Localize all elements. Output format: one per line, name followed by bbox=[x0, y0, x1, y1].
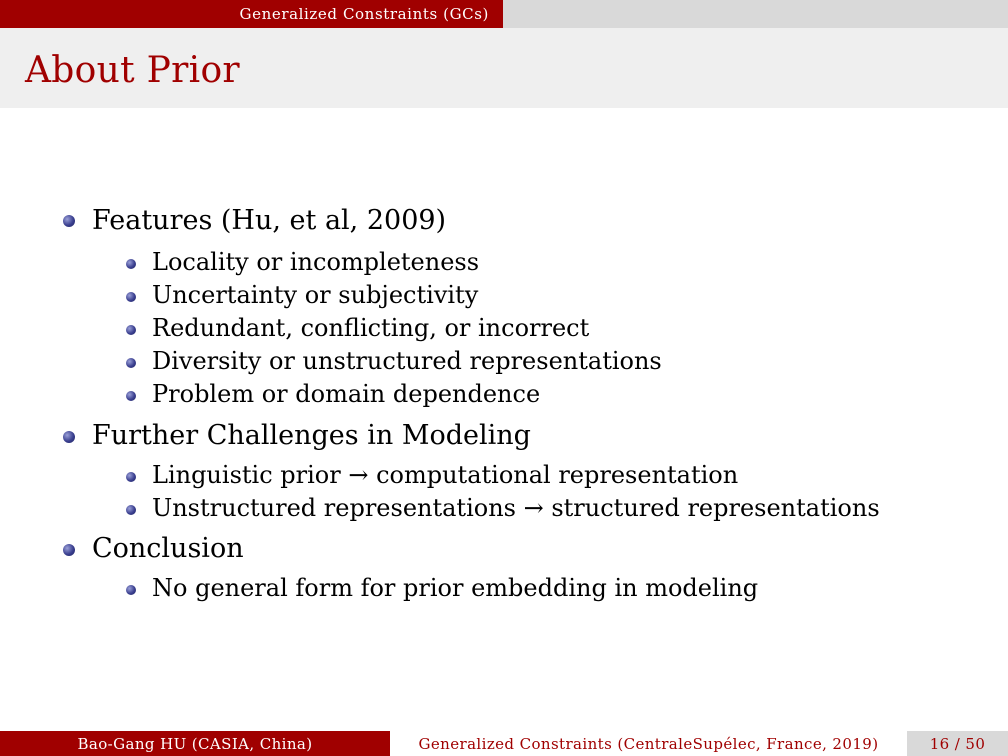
bullet-icon bbox=[126, 472, 136, 482]
footer-author: Bao-Gang HU (CASIA, China) bbox=[0, 731, 390, 756]
list-item: Further Challenges in Modeling bbox=[92, 420, 531, 451]
sub-list-item: Problem or domain dependence bbox=[152, 380, 541, 408]
section-title[interactable]: Generalized Constraints (GCs) bbox=[0, 0, 503, 28]
sub-list-item: Linguistic prior → computational representation bbox=[152, 461, 739, 489]
sub-list-item: Unstructured representations → structured representations bbox=[152, 494, 880, 522]
bullet-icon bbox=[63, 431, 75, 443]
footer-bar bbox=[0, 731, 1008, 756]
footer-talk-title: Generalized Constraints (CentraleSupélec, France, 2019) bbox=[390, 731, 907, 756]
bullet-icon bbox=[126, 585, 136, 595]
sub-list-item: Redundant, conflicting, or incorrect bbox=[152, 314, 590, 342]
bullet-icon bbox=[126, 358, 136, 368]
sub-list-item: Diversity or unstructured representations bbox=[152, 347, 662, 375]
page-number: 16 / 50 bbox=[907, 731, 1008, 756]
sub-list-item: Locality or incompleteness bbox=[152, 248, 480, 276]
slide-title: About Prior bbox=[25, 50, 240, 91]
list-item: Conclusion bbox=[92, 533, 244, 564]
bullet-icon bbox=[126, 259, 136, 269]
bullet-icon bbox=[126, 505, 136, 515]
bullet-icon bbox=[126, 325, 136, 335]
sub-list-item: No general form for prior embedding in modeling bbox=[152, 574, 759, 602]
bullet-icon bbox=[126, 292, 136, 302]
bullet-icon bbox=[63, 544, 75, 556]
bullet-icon bbox=[126, 391, 136, 401]
sub-list-item: Uncertainty or subjectivity bbox=[152, 281, 479, 309]
list-item: Features (Hu, et al, 2009) bbox=[92, 205, 447, 236]
bullet-icon bbox=[63, 215, 75, 227]
